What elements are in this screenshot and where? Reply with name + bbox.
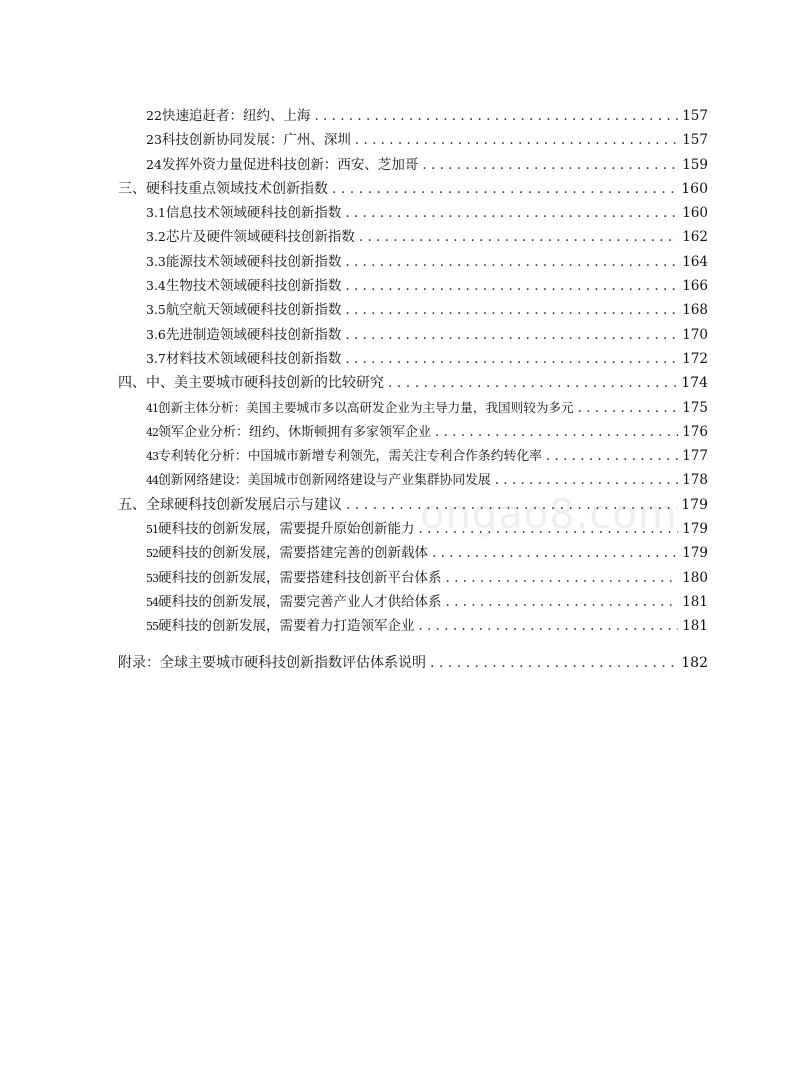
page-number: 164 <box>682 253 708 270</box>
dot-leader <box>446 566 679 590</box>
page-number: 180 <box>682 569 708 586</box>
page-number: 157 <box>682 108 708 124</box>
toc-entry[interactable] <box>118 250 708 274</box>
page-number: 168 <box>682 302 708 319</box>
page-number: 172 <box>682 350 708 367</box>
toc-entry[interactable] <box>118 517 708 541</box>
page-number: 178 <box>682 472 708 489</box>
page-number: 182 <box>681 654 708 671</box>
dot-leader <box>419 517 679 541</box>
section-number: 52 <box>146 547 158 561</box>
section-title: 先进制造领域硬科技创新指数 <box>165 326 342 343</box>
section-title: 航空航天领域硬科技创新指数 <box>165 302 342 319</box>
dot-leader <box>446 590 679 614</box>
dot-leader <box>430 651 677 675</box>
page-number: 157 <box>682 132 708 149</box>
page-number: 179 <box>682 545 708 562</box>
toc-entry[interactable] <box>118 153 708 177</box>
dot-leader <box>422 153 678 177</box>
section-title: 信息技术领域硬科技创新指数 <box>165 205 342 222</box>
toc-entry[interactable] <box>118 590 708 614</box>
chapter-title: 三、硬科技重点领域技术创新指数 <box>118 180 328 197</box>
chapter-title: 五、全球硬科技创新发展启示与建议 <box>118 496 342 513</box>
page-number: 177 <box>682 448 708 465</box>
toc-entry[interactable] <box>118 468 708 492</box>
section-title: 硬科技的创新发展，需要提升原始创新能力 <box>158 521 415 538</box>
page-number: 176 <box>682 423 708 440</box>
toc-appendix-entry[interactable] <box>118 651 708 675</box>
toc-entry[interactable] <box>118 444 708 468</box>
dot-leader <box>345 250 678 274</box>
watermark: ongao8.com <box>420 492 678 538</box>
dot-leader <box>345 201 678 225</box>
section-number: 3.2 <box>146 229 166 245</box>
dot-leader <box>345 298 678 322</box>
section-number: 3.3 <box>146 253 166 269</box>
dot-leader <box>346 493 677 517</box>
section-title: 发挥外资力量促进科技创新：西安、芝加哥 <box>161 156 419 173</box>
section-number: 41 <box>146 401 158 415</box>
page-number: 166 <box>682 278 708 295</box>
section-number: 43 <box>146 450 158 464</box>
toc-chapter-entry[interactable] <box>118 177 708 201</box>
section-number: 3.1 <box>146 205 166 221</box>
toc-entry[interactable] <box>118 420 708 444</box>
dot-leader <box>435 420 678 444</box>
dot-leader <box>432 541 678 565</box>
section-title: 科技创新协同发展：广州、深圳 <box>161 132 351 149</box>
dot-leader <box>388 371 677 395</box>
page-number: 160 <box>681 180 708 197</box>
page-number: 174 <box>681 375 708 392</box>
section-title: 硬科技的创新发展，需要完善产业人才供给体系 <box>158 593 442 610</box>
section-number: 55 <box>146 620 158 634</box>
toc-entry[interactable] <box>118 225 708 249</box>
section-number: 53 <box>146 571 158 585</box>
section-title: 领军企业分析：纽约、休斯顿拥有多家领军企业 <box>158 424 432 440</box>
dot-leader <box>345 274 678 298</box>
section-title: 芯片及硬件领域硬科技创新指数 <box>165 229 355 246</box>
dot-leader <box>355 128 678 152</box>
section-number: 54 <box>146 595 158 609</box>
section-title: 材料技术领域硬科技创新指数 <box>165 350 342 367</box>
toc-entry[interactable] <box>118 128 708 152</box>
section-title: 专利转化分析：中国城市新增专利领先，需关注专利合作条约转化率 <box>158 449 542 465</box>
section-number: 44 <box>146 474 158 488</box>
section-title: 生物技术领域硬科技创新指数 <box>165 278 342 295</box>
section-number: 22 <box>146 108 162 123</box>
toc-entry[interactable] <box>118 298 708 322</box>
section-title: 快速追赶者：纽约、上海 <box>161 108 311 124</box>
toc-entry[interactable] <box>118 323 708 347</box>
dot-leader <box>345 347 678 371</box>
toc-entry[interactable] <box>118 274 708 298</box>
page-number: 160 <box>682 205 708 222</box>
toc-entry[interactable] <box>118 104 708 128</box>
section-number: 3.5 <box>146 302 166 318</box>
dot-leader <box>359 225 678 249</box>
section-title: 硬科技的创新发展，需要搭建完善的创新载体 <box>158 545 428 562</box>
section-number: 3.4 <box>146 278 166 294</box>
dot-leader <box>495 468 678 492</box>
toc-chapter-entry[interactable] <box>118 371 708 395</box>
page-number: 170 <box>682 326 708 343</box>
toc-entry[interactable] <box>118 347 708 371</box>
toc-entry[interactable] <box>118 396 708 420</box>
page-number: 175 <box>682 399 708 416</box>
dot-leader <box>332 177 677 201</box>
section-number: 51 <box>146 523 158 537</box>
toc-chapter-entry[interactable] <box>118 493 708 517</box>
toc-entry[interactable] <box>118 541 708 565</box>
section-number: 3.7 <box>146 350 166 366</box>
section-title: 硬科技的创新发展，需要着力打造领军企业 <box>158 618 415 635</box>
chapter-title: 四、中、美主要城市硬科技创新的比较研究 <box>118 375 384 392</box>
dot-leader <box>578 396 678 420</box>
dot-leader <box>419 614 679 638</box>
toc-entry[interactable] <box>118 201 708 225</box>
page-number: 162 <box>682 229 708 246</box>
section-title: 能源技术领域硬科技创新指数 <box>165 253 342 270</box>
dot-leader <box>314 104 678 128</box>
section-number: 42 <box>146 425 158 439</box>
page-number: 181 <box>682 593 708 610</box>
page-number: 179 <box>682 521 708 538</box>
toc-entry[interactable] <box>118 614 708 638</box>
dot-leader <box>546 444 678 468</box>
dot-leader <box>345 323 678 347</box>
page-number: 181 <box>682 618 708 635</box>
page-number: 159 <box>682 156 708 173</box>
section-title: 硬科技的创新发展，需要搭建科技创新平台体系 <box>158 569 442 586</box>
table-of-contents <box>118 104 708 675</box>
page-number: 179 <box>681 496 708 513</box>
toc-entry[interactable] <box>118 566 708 590</box>
appendix-title: 附录：全球主要城市硬科技创新指数评估体系说明 <box>118 654 426 671</box>
section-title: 创新网络建设：美国城市创新网络建设与产业集群协同发展 <box>158 473 491 489</box>
section-number: 24 <box>146 156 162 172</box>
section-number: 3.6 <box>146 326 166 342</box>
section-title: 创新主体分析：美国主要城市多以高研发企业为主导力量，我国则较为多元 <box>158 399 574 415</box>
section-number: 23 <box>146 132 162 148</box>
